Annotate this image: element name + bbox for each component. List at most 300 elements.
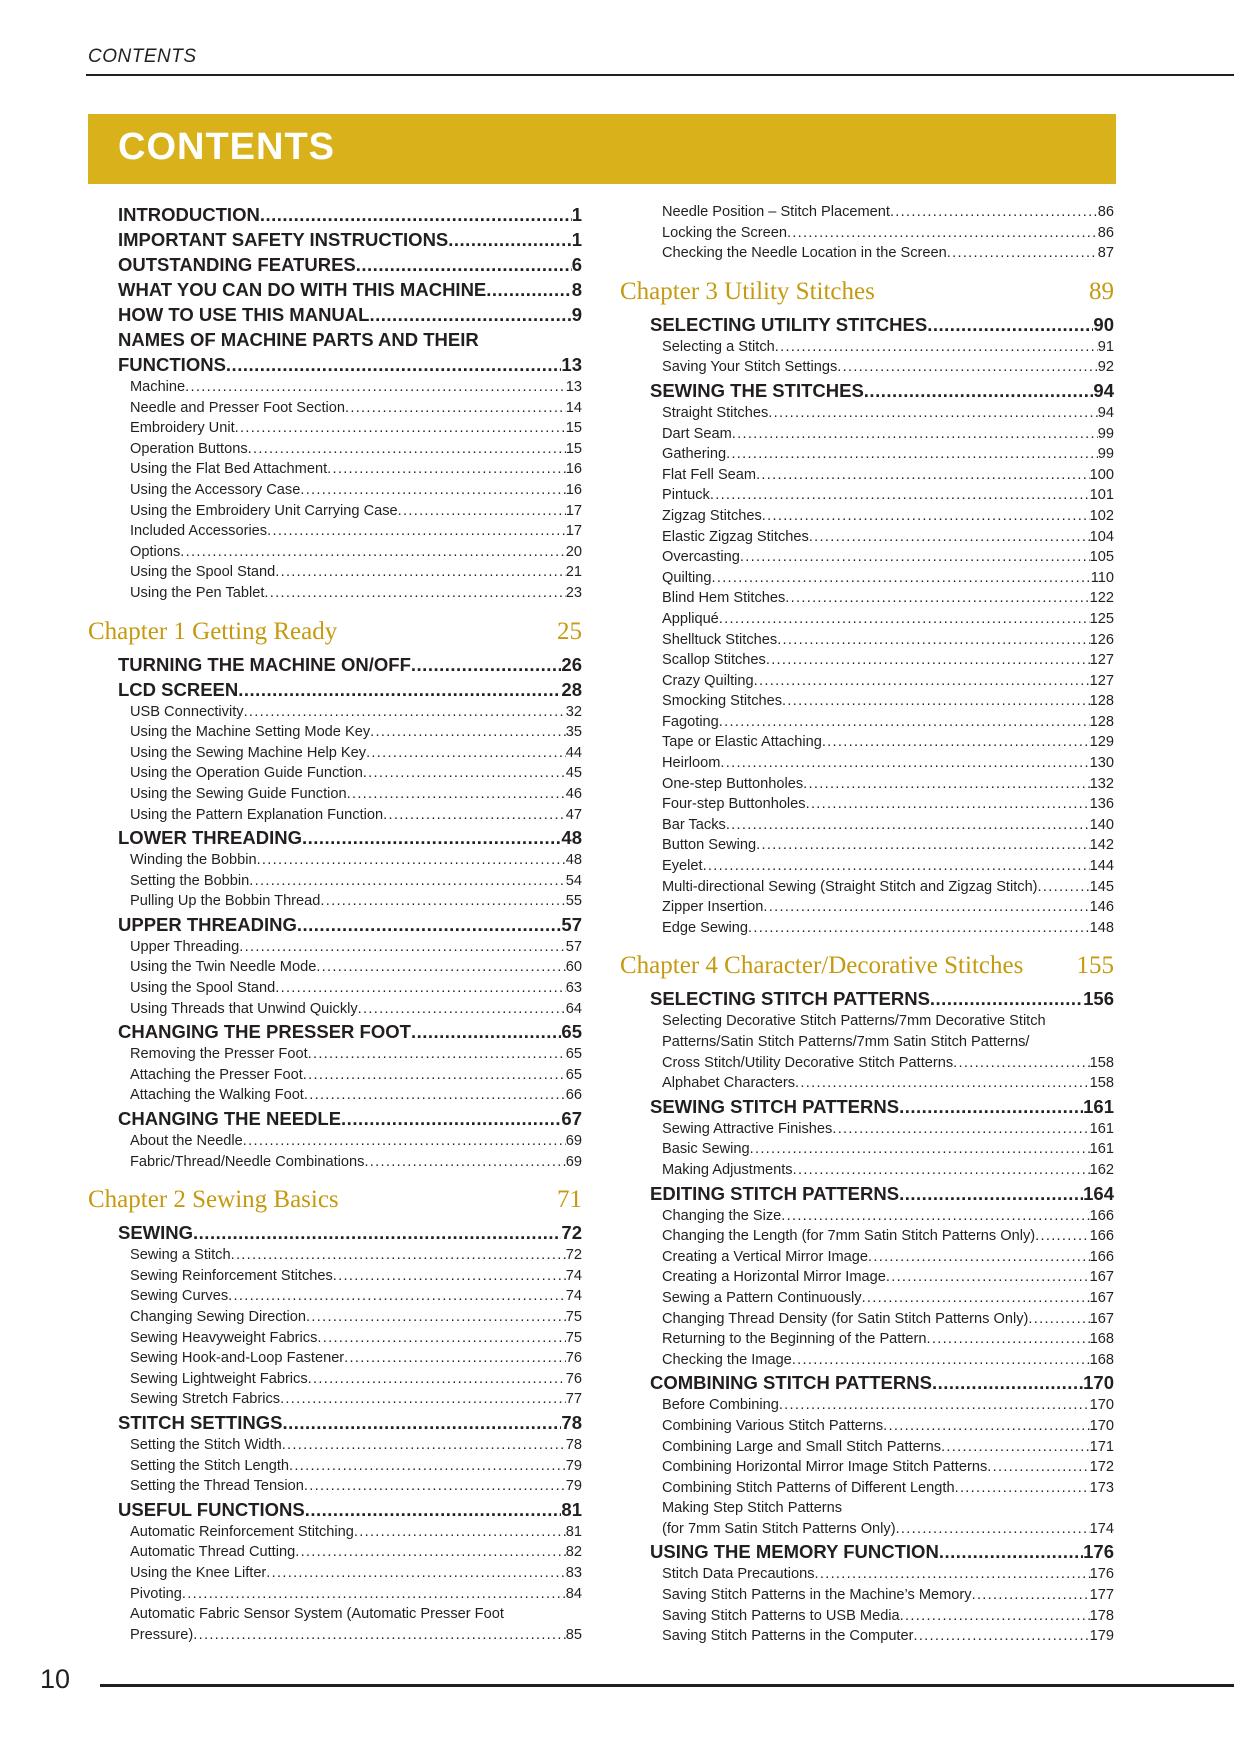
dot-leader [806,794,1090,815]
chapter-page: 25 [557,617,582,645]
toc-subsection-entry[interactable] [620,609,1114,630]
entry-page-number: 45 [566,763,582,784]
toc-subsection-entry[interactable] [620,815,1114,836]
toc-subsection-entry[interactable] [620,1288,1114,1309]
toc-subsection-entry[interactable] [88,1563,582,1584]
entry-title: Winding the Bobbin [130,850,257,871]
entry-page-number: 57 [566,937,582,958]
entry-title: Changing the Length (for 7mm Satin Stitch Patterns Only) [662,1226,1035,1247]
toc-subsection-entry[interactable] [620,1206,1114,1227]
toc-subsection-entry[interactable] [620,337,1114,358]
entry-title: Alphabet Characters [662,1073,795,1094]
entry-title: Selecting Decorative Stitch Patterns/7mm Decorative Stitch [662,1011,1046,1032]
dot-leader [238,677,561,702]
entry-page-number: 28 [561,678,582,700]
toc-subsection-entry[interactable] [88,480,582,501]
dot-leader [398,501,566,522]
dot-leader [726,815,1090,836]
entry-title: Zipper Insertion [662,897,763,918]
toc-subsection-entry[interactable] [620,918,1114,939]
toc-subsection-entry[interactable] [620,1139,1114,1160]
toc-section-entry[interactable] [88,677,582,702]
entry-title: Sewing Heavyweight Fabrics [130,1328,317,1349]
toc-subsection-entry[interactable] [88,1604,582,1625]
dot-leader [754,671,1090,692]
toc-subsection-entry[interactable] [620,1267,1114,1288]
entry-title: Using the Machine Setting Mode Key [130,722,370,743]
dot-leader [756,465,1090,486]
entry-page-number: 166 [1090,1226,1114,1247]
entry-page-number: 128 [1090,691,1114,712]
entry-title: Using the Pattern Explanation Function [130,805,383,826]
chapter-entries [620,312,1114,939]
entry-page-number: 174 [1090,1519,1114,1540]
dot-leader [782,691,1090,712]
toc-subsection-entry[interactable] [620,1119,1114,1140]
toc-subsection-entry[interactable] [88,377,582,398]
dot-leader [883,1416,1089,1437]
toc-subsection-entry[interactable] [88,937,582,958]
toc-subsection-entry[interactable] [620,243,1114,264]
dot-leader [868,1247,1090,1268]
toc-subsection-entry[interactable] [620,568,1114,589]
dot-leader [305,1497,562,1522]
entry-page-number: 164 [1083,1182,1114,1204]
toc-subsection-entry[interactable] [620,671,1114,692]
entry-title: Before Combining [662,1395,779,1416]
toc-subsection-entry[interactable] [620,527,1114,548]
toc-subsection-entry[interactable] [88,805,582,826]
entry-page-number: 82 [566,1542,582,1563]
toc-subsection-entry[interactable] [620,753,1114,774]
toc-subsection-entry[interactable] [620,506,1114,527]
toc-subsection-entry[interactable] [620,774,1114,795]
entry-page-number: 173 [1090,1478,1114,1499]
entry-title: HOW TO USE THIS MANUAL [118,304,370,325]
entry-title: (for 7mm Satin Stitch Patterns Only) [662,1519,896,1540]
toc-subsection-entry[interactable] [620,1309,1114,1330]
entry-title: Zigzag Stitches [662,506,762,527]
entry-page-number: 161 [1083,1095,1114,1117]
chapter-title: Chapter 3 Utility Stitches [620,277,875,305]
toc-subsection-entry[interactable] [88,1131,582,1152]
dot-leader [486,277,571,302]
entry-page-number: 1 [571,229,582,250]
dot-leader [275,978,566,999]
toc-right-column [620,202,1114,1647]
entry-title: Changing Sewing Direction [130,1307,306,1328]
entry-title: Using the Sewing Guide Function [130,784,347,805]
chapter-title: Chapter 2 Sewing Basics [88,1186,339,1214]
toc-section-entry[interactable] [620,1370,1114,1395]
toc-subsection-entry[interactable] [88,999,582,1020]
toc-subsection-entry[interactable] [620,424,1114,445]
toc-subsection-entry[interactable] [88,1456,582,1477]
entry-page-number: 32 [566,702,582,723]
toc-subsection-entry[interactable] [88,1152,582,1173]
toc-subsection-entry[interactable] [620,1329,1114,1350]
entry-page-number: 176 [1090,1564,1114,1585]
toc-section-entry[interactable] [88,1497,582,1522]
entry-page-number: 161 [1090,1119,1114,1140]
chapter-heading[interactable] [88,1186,582,1214]
dot-leader [947,243,1098,264]
entry-page-number: 48 [561,827,582,849]
dot-leader [927,1329,1090,1350]
entry-title: Saving Stitch Patterns in the Computer [662,1626,913,1647]
toc-subsection-entry[interactable] [620,1564,1114,1585]
dot-leader [763,897,1089,918]
entry-title: Setting the Thread Tension [130,1476,304,1497]
entry-page-number: 105 [1090,547,1114,568]
toc-subsection-entry[interactable] [620,1226,1114,1247]
dot-leader [308,1044,566,1065]
toc-subsection-entry[interactable] [88,459,582,480]
toc-subsection-entry[interactable] [620,1626,1114,1647]
entry-page-number: 79 [566,1476,582,1497]
entry-page-number: 94 [1098,403,1114,424]
left-front-entries [88,202,582,604]
entry-title: Sewing Reinforcement Stitches [130,1266,333,1287]
dot-leader [264,583,565,604]
toc-subsection-entry[interactable] [88,1328,582,1349]
toc-subsection-entry[interactable] [620,1457,1114,1478]
toc-subsection-entry[interactable] [88,521,582,542]
entry-page-number: 57 [561,913,582,935]
chapter-entries [88,652,582,1173]
entry-page-number: 65 [566,1065,582,1086]
toc-subsection-entry[interactable] [88,1286,582,1307]
dot-leader [890,202,1098,223]
entry-title: Using the Knee Lifter [130,1563,266,1584]
toc-subsection-entry[interactable] [620,630,1114,651]
entry-title: Bar Tacks [662,815,726,836]
toc-subsection-entry[interactable] [620,1160,1114,1181]
toc-subsection-entry[interactable] [620,465,1114,486]
entry-page-number: 26 [561,653,582,675]
entry-title: Sewing a Stitch [130,1245,231,1266]
entry-title: Operation Buttons [130,439,248,460]
toc-section-entry[interactable] [88,202,582,227]
toc-subsection-entry[interactable] [88,1065,582,1086]
entry-title: Edge Sewing [662,918,748,939]
toc-subsection-entry[interactable] [88,784,582,805]
toc-subsection-entry[interactable] [88,1245,582,1266]
toc-subsection-entry[interactable] [620,650,1114,671]
toc-section-entry[interactable] [88,327,582,352]
dot-leader [710,485,1090,506]
toc-subsection-entry[interactable] [620,856,1114,877]
toc-section-entry[interactable] [620,1094,1114,1119]
entry-title: Dart Seam [662,424,732,445]
dot-leader [972,1585,1090,1606]
toc-subsection-entry[interactable] [620,1519,1114,1540]
entry-page-number: 23 [566,583,582,604]
entry-title: About the Needle [130,1131,243,1152]
toc-section-entry[interactable] [88,912,582,937]
entry-page-number: 86 [1098,223,1114,244]
toc-subsection-entry[interactable] [88,1307,582,1328]
dot-leader [317,1328,565,1349]
dot-leader [720,753,1089,774]
dot-leader [249,871,565,892]
toc-subsection-entry[interactable] [88,439,582,460]
toc-subsection-entry[interactable] [620,1395,1114,1416]
toc-subsection-entry[interactable] [88,583,582,604]
toc-section-entry[interactable] [88,227,582,252]
dot-leader [228,1286,566,1307]
toc-subsection-entry[interactable] [88,1476,582,1497]
chapter-heading[interactable] [620,278,1114,306]
toc-subsection-entry[interactable] [620,223,1114,244]
toc-subsection-entry[interactable] [88,1542,582,1563]
dot-leader [886,1267,1090,1288]
toc-subsection-entry[interactable] [620,835,1114,856]
entry-page-number: 75 [566,1328,582,1349]
chapter-heading[interactable] [88,618,582,646]
toc-subsection-entry[interactable] [88,501,582,522]
entry-page-number: 74 [566,1286,582,1307]
chapter-title: Chapter 1 Getting Ready [88,617,338,645]
toc-subsection-entry[interactable] [88,1085,582,1106]
entry-page-number: 16 [566,459,582,480]
dot-leader [899,1094,1083,1119]
dot-leader [333,1266,566,1287]
toc-subsection-entry[interactable] [620,547,1114,568]
dot-leader [927,312,1093,337]
toc-section-entry[interactable] [88,302,582,327]
entry-page-number: 99 [1098,424,1114,445]
toc-section-entry[interactable] [88,1106,582,1131]
toc-subsection-entry[interactable] [88,743,582,764]
toc-section-entry[interactable] [620,986,1114,1011]
toc-subsection-entry[interactable] [620,1053,1114,1074]
entry-title: Using the Spool Stand [130,562,275,583]
entry-title: Checking the Image [662,1350,792,1371]
toc-subsection-entry[interactable] [88,1522,582,1543]
dot-leader [955,1478,1090,1499]
toc-subsection-entry[interactable] [620,202,1114,223]
entry-page-number: 55 [566,891,582,912]
toc-subsection-entry[interactable] [620,403,1114,424]
entry-page-number: 60 [566,957,582,978]
contents-banner [88,114,1116,184]
toc-subsection-entry[interactable] [88,871,582,892]
dot-leader [297,912,562,937]
entry-page-number: 14 [566,398,582,419]
toc-subsection-entry[interactable] [88,1625,582,1646]
entry-page-number: 81 [561,1498,582,1520]
entry-page-number: 177 [1090,1585,1114,1606]
entry-page-number: 162 [1090,1160,1114,1181]
dot-leader [320,891,565,912]
toc-subsection-entry[interactable] [620,1011,1114,1032]
toc-subsection-entry[interactable] [620,732,1114,753]
entry-page-number: 8 [571,279,582,300]
toc-subsection-entry[interactable] [620,485,1114,506]
entry-title: INTRODUCTION [118,204,260,225]
toc-subsection-entry[interactable] [88,957,582,978]
toc-subsection-entry[interactable] [88,398,582,419]
dot-leader [235,418,566,439]
dot-leader [244,702,566,723]
entry-title: CHANGING THE NEEDLE [118,1108,342,1130]
toc-section-entry[interactable] [88,652,582,677]
entry-page-number: 13 [566,377,582,398]
entry-title: Checking the Needle Location in the Screen [662,243,947,264]
toc-subsection-entry[interactable] [620,897,1114,918]
toc-subsection-entry[interactable] [620,1073,1114,1094]
entry-page-number: 65 [561,1021,582,1043]
dot-leader [266,1563,565,1584]
banner-title: CONTENTS [118,126,335,168]
toc-subsection-entry[interactable] [620,1350,1114,1371]
toc-section-entry[interactable] [88,1410,582,1435]
toc-section-entry[interactable] [620,1181,1114,1206]
entry-page-number: 84 [566,1584,582,1605]
entry-title: Blind Hem Stitches [662,588,785,609]
footer-rule [100,1684,1234,1687]
entry-title: SEWING [118,1222,194,1244]
entry-page-number: 13 [561,354,582,375]
entry-title: Cross Stitch/Utility Decorative Stitch Patterns [662,1053,953,1074]
entry-page-number: 172 [1090,1457,1114,1478]
entry-page-number: 178 [1090,1606,1114,1627]
entry-page-number: 144 [1090,856,1114,877]
entry-title: COMBINING STITCH PATTERNS [650,1372,932,1394]
toc-section-entry[interactable] [620,1539,1114,1564]
entry-page-number: 168 [1090,1329,1114,1350]
entry-page-number: 179 [1090,1626,1114,1647]
dot-leader [779,1395,1090,1416]
toc-subsection-entry[interactable] [620,877,1114,898]
entry-page-number: 74 [566,1266,582,1287]
entry-title: LCD SCREEN [118,678,239,700]
dot-leader [304,1085,566,1106]
entry-title: Machine [130,377,185,398]
entry-title: Combining Horizontal Mirror Image Stitch Patterns [662,1457,987,1478]
dot-leader [448,227,571,252]
entry-page-number: 91 [1098,337,1114,358]
entry-page-number: 69 [566,1131,582,1152]
entry-page-number: 1 [571,204,582,225]
toc-section-entry[interactable] [620,312,1114,337]
toc-subsection-entry[interactable] [620,794,1114,815]
toc-section-entry[interactable] [620,378,1114,403]
toc-subsection-entry[interactable] [620,1478,1114,1499]
toc-subsection-entry[interactable] [88,1435,582,1456]
page-number: 10 [40,1664,71,1694]
entry-page-number: 176 [1083,1541,1114,1563]
toc-subsection-entry[interactable] [620,712,1114,733]
dot-leader [803,774,1089,795]
toc-subsection-entry[interactable] [88,978,582,999]
entry-page-number: 127 [1090,671,1114,692]
entry-title: Shelltuck Stitches [662,630,777,651]
dot-leader [768,403,1098,424]
entry-page-number: 170 [1090,1395,1114,1416]
toc-subsection-entry[interactable] [620,691,1114,712]
toc-subsection-entry[interactable] [88,1369,582,1390]
entry-page-number: 81 [566,1522,582,1543]
toc-subsection-entry[interactable] [88,850,582,871]
entry-title: Flat Fell Seam [662,465,756,486]
toc-subsection-entry[interactable] [620,1032,1114,1053]
dot-leader [304,1476,566,1497]
toc-section-entry[interactable] [88,352,582,377]
toc-subsection-entry[interactable] [88,1389,582,1410]
entry-title: Creating a Vertical Mirror Image [662,1247,868,1268]
dot-leader [809,527,1090,548]
dot-leader [226,352,562,377]
toc-subsection-entry[interactable] [620,1247,1114,1268]
entry-title: Button Sewing [662,835,756,856]
dot-leader [344,1348,566,1369]
toc-subsection-entry[interactable] [88,702,582,723]
entry-title: Basic Sewing [662,1139,750,1160]
toc-subsection-entry[interactable] [620,1585,1114,1606]
entry-page-number: 158 [1090,1053,1114,1074]
toc-subsection-entry[interactable] [88,1044,582,1065]
toc-subsection-entry[interactable] [88,542,582,563]
dot-leader [750,1139,1090,1160]
toc-section-entry[interactable] [88,1220,582,1245]
toc-subsection-entry[interactable] [88,722,582,743]
toc-subsection-entry[interactable] [88,418,582,439]
entry-title: TURNING THE MACHINE ON/OFF [118,653,411,675]
dot-leader [932,1370,1083,1395]
toc-subsection-entry[interactable] [620,1606,1114,1627]
entry-page-number: 166 [1090,1206,1114,1227]
toc-subsection-entry[interactable] [620,1416,1114,1437]
toc-subsection-entry[interactable] [620,1437,1114,1458]
toc-subsection-entry[interactable] [88,1266,582,1287]
dot-leader [732,424,1098,445]
toc-section-entry[interactable] [88,252,582,277]
entry-page-number: 101 [1090,485,1114,506]
chapter-heading[interactable] [620,952,1114,980]
toc-subsection-entry[interactable] [620,588,1114,609]
toc-subsection-entry[interactable] [88,891,582,912]
dot-leader [275,562,566,583]
entry-title: SEWING STITCH PATTERNS [650,1095,900,1117]
dot-leader [711,568,1090,589]
entry-title: Combining Stitch Patterns of Different Length [662,1478,955,1499]
dot-leader [913,1626,1089,1647]
entry-title: OUTSTANDING FEATURES [118,254,356,275]
toc-subsection-entry[interactable] [88,1348,582,1369]
toc-section-entry[interactable] [88,277,582,302]
entry-title: Using the Spool Stand [130,978,275,999]
entry-page-number: 21 [566,562,582,583]
entry-title: Pintuck [662,485,710,506]
toc-subsection-entry[interactable] [620,357,1114,378]
entry-page-number: 78 [566,1435,582,1456]
entry-title: Locking the Screen [662,223,787,244]
toc-subsection-entry[interactable] [88,1584,582,1605]
toc-subsection-entry[interactable] [88,763,582,784]
dot-leader [941,1437,1090,1458]
toc-subsection-entry[interactable] [88,562,582,583]
entry-title: Sewing Lightweight Fabrics [130,1369,308,1390]
entry-title: Heirloom [662,753,720,774]
entry-page-number: 130 [1090,753,1114,774]
toc-section-entry[interactable] [88,825,582,850]
toc-subsection-entry[interactable] [620,444,1114,465]
entry-title: CHANGING THE PRESSER FOOT [118,1021,411,1043]
toc-subsection-entry[interactable] [620,1498,1114,1519]
toc-section-entry[interactable] [88,1019,582,1044]
